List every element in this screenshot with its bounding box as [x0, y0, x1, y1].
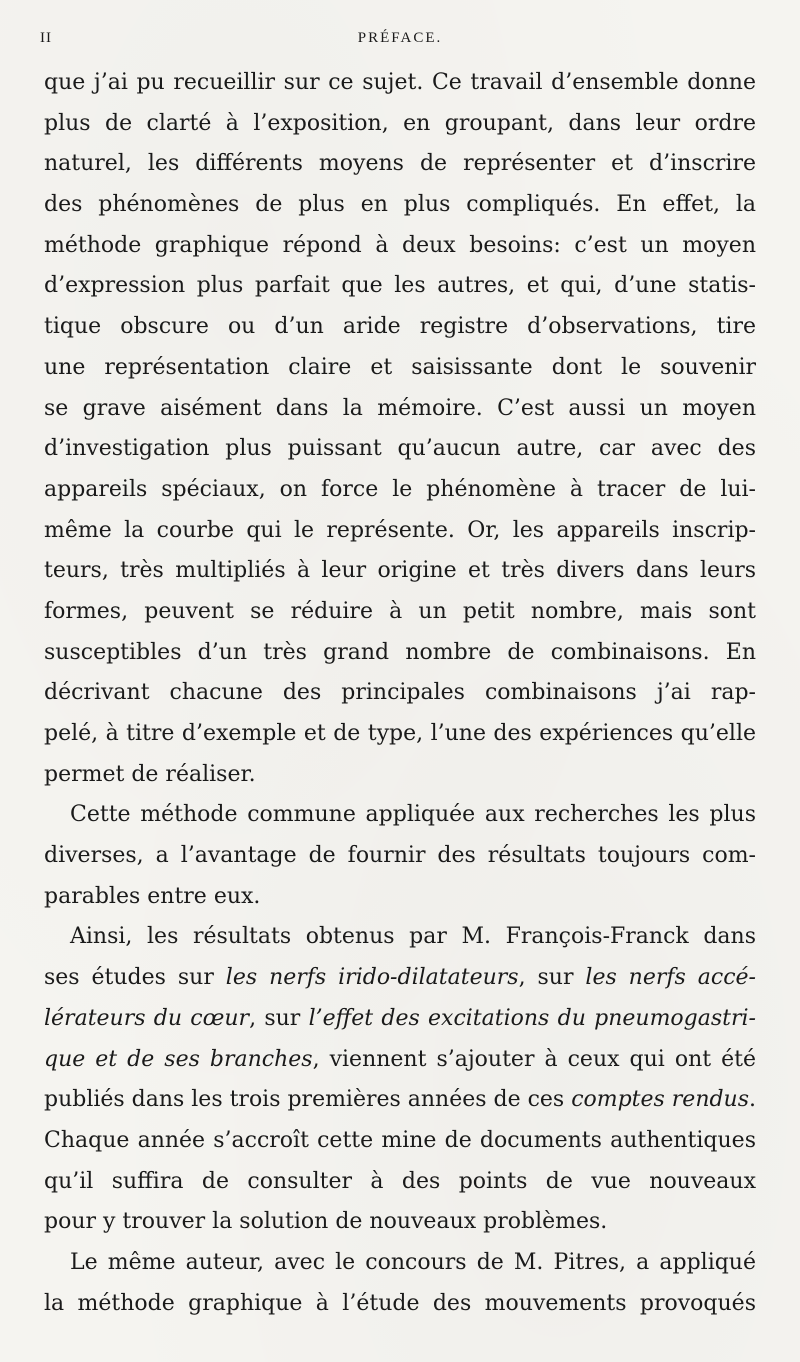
text-line	[44, 470, 756, 511]
text-segment: une représentation claire et saisissante dont le souvenir	[44, 354, 756, 380]
text-line	[44, 1121, 756, 1162]
text-line	[44, 551, 756, 592]
text-segment: diverses, a l’avantage de fournir des résultats toujours com-	[44, 843, 756, 869]
text-segment: , sur	[518, 965, 586, 991]
text-segment: d’investigation plus puissant qu’aucun autre, car avec des	[44, 436, 756, 462]
text-segment: plus de clarté à l’exposition, en groupant, dans leur ordre	[44, 110, 756, 136]
text-line	[44, 348, 756, 389]
running-title: PRÉFACE.	[357, 30, 443, 46]
text-line	[44, 429, 756, 470]
text-segment: appareils spéciaux, on force le phénomène à tracer de lui-	[44, 476, 756, 502]
page-number: II	[40, 30, 52, 46]
text-segment: que j’ai pu recueillir sur ce sujet. Ce travail d’ensemble donne	[44, 70, 756, 95]
text-line	[44, 714, 756, 755]
text-segment: Cette méthode commune appliquée aux recherches les plus	[70, 802, 756, 828]
text-segment: pour y trouver la solution de nouveaux problèmes.	[44, 1209, 608, 1235]
text-segment: décrivant chacune des principales combinaisons j’ai rap-	[44, 680, 756, 706]
italic-text: comptes rendus	[571, 1087, 750, 1113]
text-line	[44, 1162, 756, 1203]
italic-text: l’effet des excitations du pneumogastri-	[308, 1005, 756, 1031]
text-line	[44, 1202, 756, 1243]
text-line	[44, 592, 756, 633]
text-segment: d’expression plus parfait que les autres, et qui, d’une statis-	[44, 273, 756, 299]
text-line	[44, 958, 756, 999]
text-line	[44, 917, 756, 958]
text-line	[44, 999, 756, 1040]
text-segment: méthode graphique répond à deux besoins: c’est un moyen	[44, 232, 756, 258]
text-segment: formes, peuvent se réduire à un petit nombre, mais sont	[44, 598, 756, 624]
italic-text: que et de ses branches	[44, 1046, 313, 1072]
text-line	[44, 795, 756, 836]
text-segment: même la courbe qui le représente. Or, les appareils inscrip-	[44, 517, 756, 543]
text-line	[44, 511, 756, 552]
text-segment: susceptibles d’un très grand nombre de combinaisons. En	[44, 639, 756, 665]
page-header	[0, 30, 800, 50]
text-line	[44, 1080, 756, 1121]
text-line	[44, 877, 756, 918]
text-segment: se grave aisément dans la mémoire. C’est aussi un moyen	[44, 395, 756, 421]
text-segment: Chaque année s’accroît cette mine de documents authentiques	[44, 1127, 756, 1153]
italic-text: les nerfs accé-	[585, 965, 756, 991]
text-segment: naturel, les différents moyens de représenter et d’inscrire	[44, 151, 756, 177]
text-line	[44, 307, 756, 348]
text-line	[44, 836, 756, 877]
text-segment: teurs, très multipliés à leur origine et très divers dans leurs	[44, 558, 756, 584]
text-line	[44, 1243, 756, 1284]
text-line	[44, 104, 756, 145]
text-segment: la méthode graphique à l’étude des mouvements provoqués	[44, 1290, 756, 1316]
body-text	[44, 63, 756, 1324]
text-segment: Ainsi, les résultats obtenus par M. François-Franck dans	[70, 924, 756, 950]
text-line	[44, 185, 756, 226]
text-segment: publiés dans les trois premières années de ces	[44, 1087, 572, 1113]
text-line	[44, 144, 756, 185]
text-line	[44, 1040, 756, 1081]
italic-text: les nerfs irido-dilatateurs	[225, 965, 519, 991]
text-line	[44, 389, 756, 430]
italic-text: lérateurs du cœur	[44, 1005, 250, 1031]
text-segment: pelé, à titre d’exemple et de type, l’une des expériences qu’elle	[44, 721, 756, 746]
text-segment: ses études sur	[44, 965, 226, 991]
text-segment: , sur	[249, 1005, 309, 1031]
text-line	[44, 63, 756, 104]
text-segment: , viennent s’ajouter à ceux qui ont été	[312, 1046, 756, 1072]
text-line	[44, 226, 756, 267]
text-line	[44, 673, 756, 714]
text-segment: qu’il suffira de consulter à des points de vue nouveaux	[44, 1168, 756, 1194]
text-segment: parables entre eux.	[44, 883, 261, 909]
text-segment: permet de réaliser.	[44, 761, 256, 787]
text-line	[44, 633, 756, 674]
text-segment: .	[749, 1087, 756, 1113]
text-segment: tique obscure ou d’un aride registre d’observations, tire	[44, 314, 756, 340]
text-line	[44, 755, 756, 796]
text-segment: Le même auteur, avec le concours de M. Pitres, a appliqué	[70, 1249, 756, 1275]
text-segment: des phénomènes de plus en plus compliqués. En effet, la	[44, 192, 756, 218]
text-line	[44, 1284, 756, 1325]
text-line	[44, 266, 756, 307]
